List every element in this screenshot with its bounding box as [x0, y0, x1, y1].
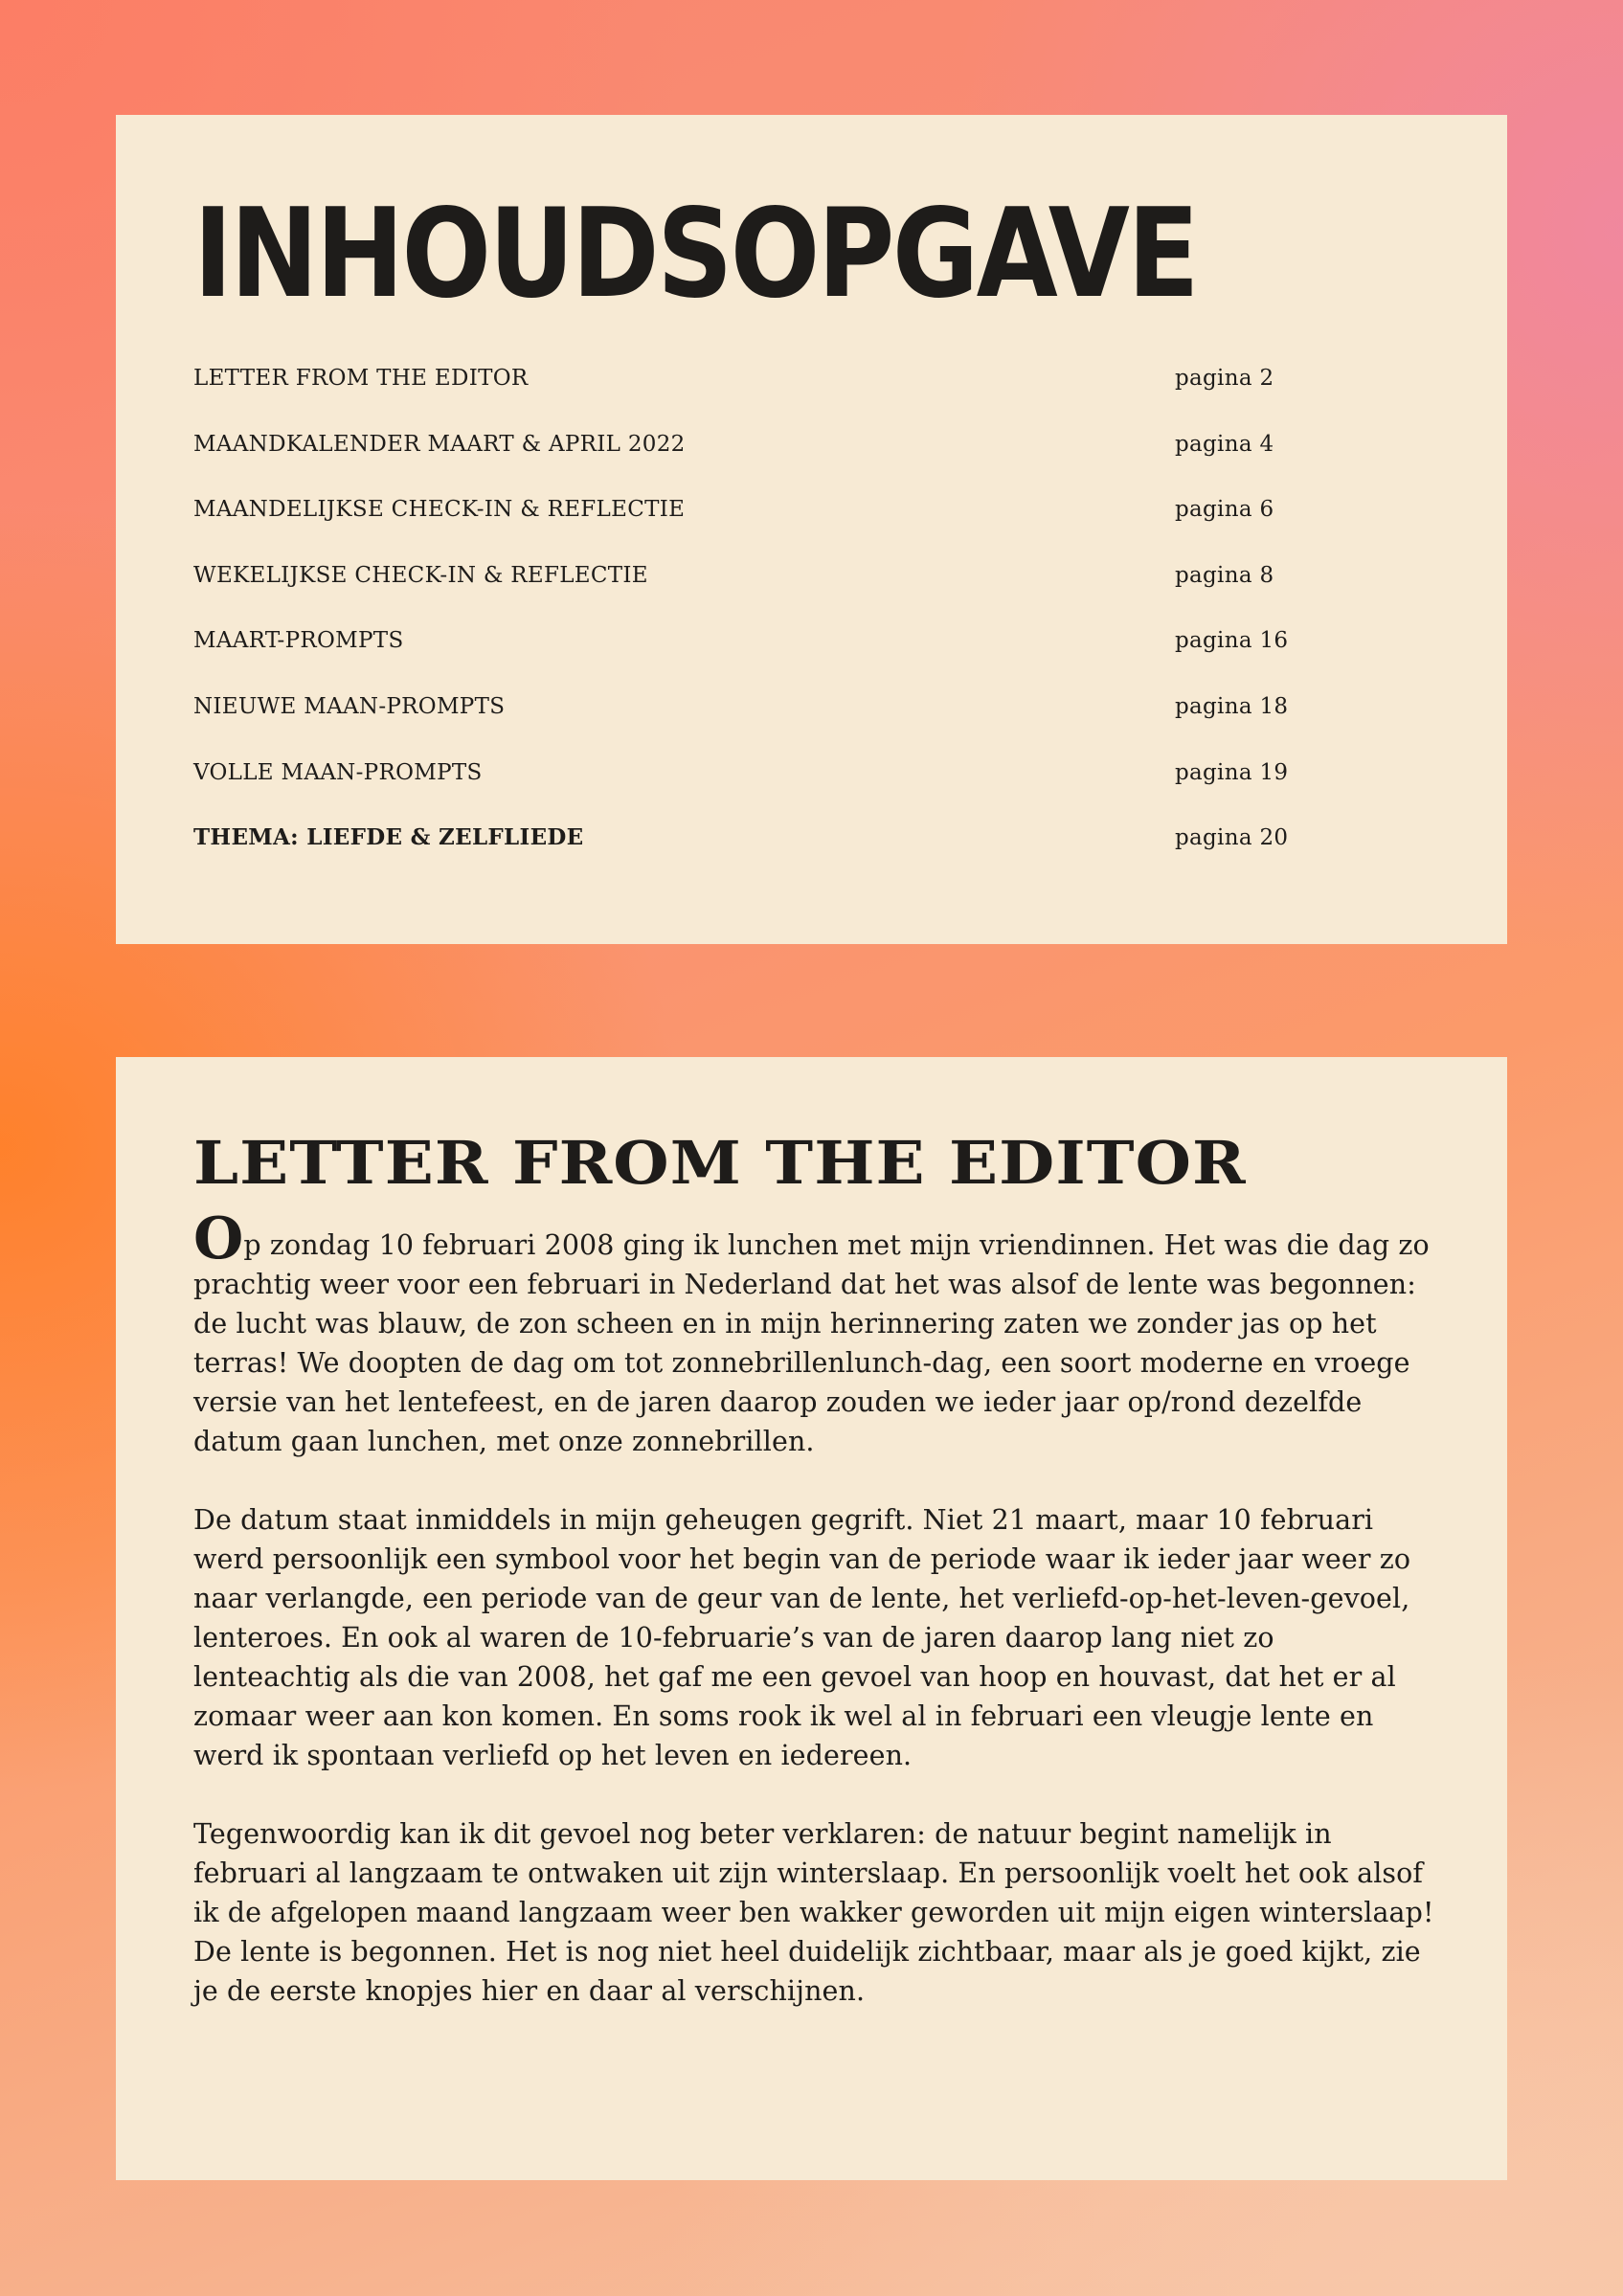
toc-item-label: MAART-PROMPTS	[193, 628, 404, 654]
toc-item-page: pagina 8	[1175, 562, 1274, 588]
toc-title: INHOUDSOPGAVE	[193, 183, 1198, 326]
toc-item-label: LETTER FROM THE EDITOR	[193, 366, 529, 391]
toc-item-highlighted[interactable]	[193, 824, 1438, 899]
toc-item-page: pagina 19	[1175, 759, 1289, 785]
letter-paragraph-text: p zondag 10 februari 2008 ging ik lunchen met mijn vriendinnen. Het was die dag zo prachtig weer voor een februari in Nederland dat het was alsof de lente was begonnen: de lucht was blauw, de zon scheen en in mijn herinnering zaten we zonder jas op het terras! We doopten de dag om tot zonnebrillenlunch-dag, een soort moderne en vroege versie van het lentefeest, en de jaren daarop zouden we ieder jaar op/rond dezelfde datum gaan lunchen, met onze zonnebrillen.	[193, 1229, 1430, 1457]
table-of-contents-panel	[116, 115, 1507, 944]
toc-item-page: pagina 2	[1175, 366, 1274, 391]
toc-item-label: MAANDKALENDER MAART & APRIL 2022	[193, 431, 686, 457]
toc-list	[193, 366, 1438, 899]
letter-title: LETTER FROM THE EDITOR	[193, 1128, 1247, 1198]
toc-item-label: THEMA: LIEFDE & ZELFLIEDE	[193, 824, 584, 851]
letter-body	[193, 1205, 1438, 2050]
toc-item-label: VOLLE MAAN-PROMPTS	[193, 759, 483, 785]
letter-paragraph: De datum staat inmiddels in mijn geheugen gegrift. Niet 21 maart, maar 10 februari werd persoonlijk een symbool voor het begin van de periode waar ik ieder jaar weer zo naar verlangde, een periode van de geur van de lente, het verliefd-op-het-leven-gevoel, lenteroes. En ook al waren de 10-februarie’s van de jaren daarop lang niet zo lenteachtig als die van 2008, het gaf me een gevoel van hoop en houvast, dat het er al zomaar weer aan kon komen. En soms rook ik wel al in februari een vleugje lente en werd ik spontaan verliefd op het leven en iedereen.	[193, 1504, 1411, 1771]
toc-item-page: pagina 4	[1175, 431, 1274, 457]
toc-item-page: pagina 16	[1175, 628, 1289, 654]
letter-from-editor-panel	[116, 1057, 1507, 2180]
toc-item-label: MAANDELIJKSE CHECK-IN & REFLECTIE	[193, 497, 686, 523]
toc-item-label: WEKELIJKSE CHECK-IN & REFLECTIE	[193, 562, 648, 588]
toc-item-page: pagina 18	[1175, 693, 1289, 719]
letter-paragraph: Tegenwoordig kan ik dit gevoel nog beter verklaren: de natuur begint namelijk in februari al langzaam te ontwaken uit zijn winterslaap. En persoonlijk voelt het ook alsof ik de afgelopen maand langzaam weer ben wakker geworden uit mijn eigen winterslaap! De lente is begonnen. Het is nog niet heel duidelijk zichtbaar, maar als je goed kijkt, zie je de eerste knopjes hier en daar al verschijnen.	[193, 1818, 1434, 2007]
drop-cap: O	[193, 1205, 244, 1272]
toc-item-label: NIEUWE MAAN-PROMPTS	[193, 693, 506, 719]
toc-item-page: pagina 20	[1175, 825, 1289, 851]
letter-paragraph	[193, 1205, 1438, 1461]
toc-item-page: pagina 6	[1175, 497, 1274, 523]
